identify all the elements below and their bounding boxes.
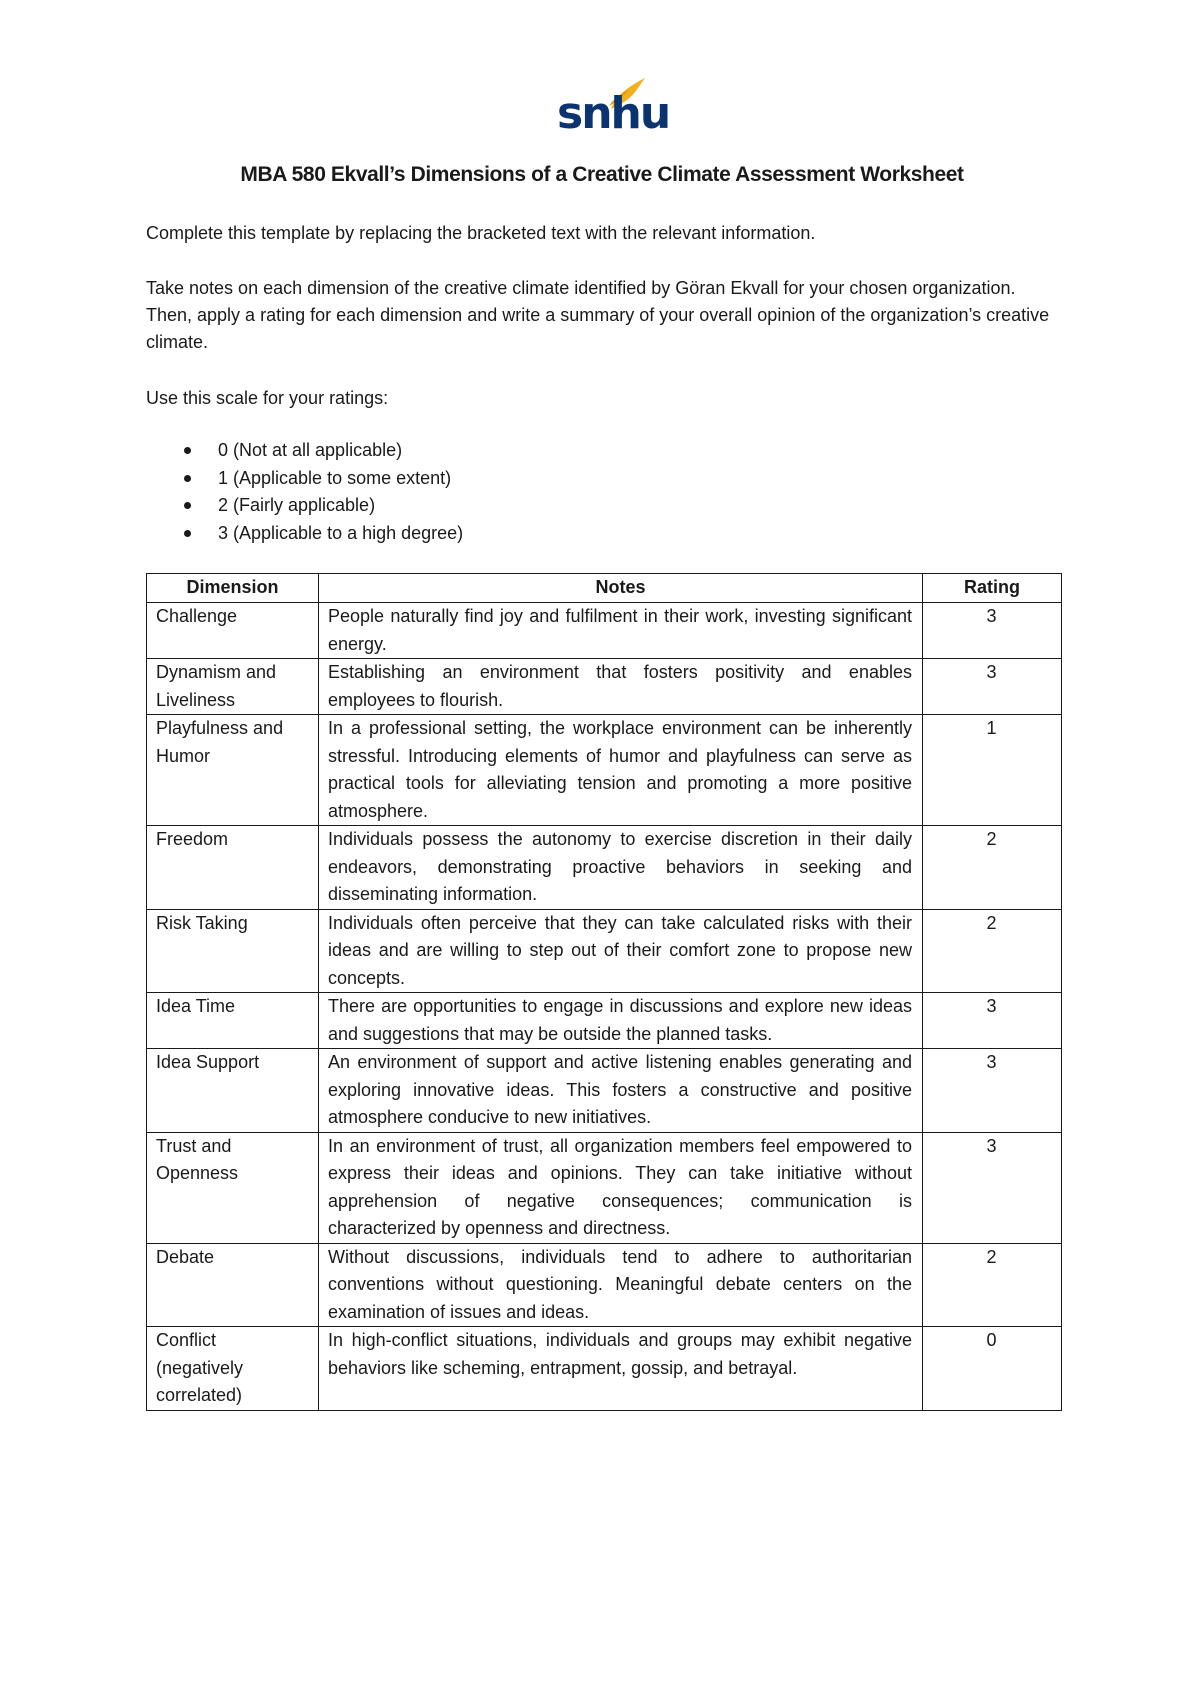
notes-cell: In a professional setting, the workplace environment can be inherently stressful. Introducing elements of humor and playfulness can serve as practical tools for alleviating tension and promoting a more positive atmosphere. xyxy=(319,715,923,826)
rating-scale-list xyxy=(180,437,463,547)
rating-cell: 3 xyxy=(923,993,1062,1049)
notes-cell: Without discussions, individuals tend to adhere to authoritarian conventions without questioning. Meaningful debate centers on the examination of issues and ideas. xyxy=(319,1243,923,1327)
table-row xyxy=(147,1132,1062,1243)
dimension-cell: Freedom xyxy=(147,826,319,910)
instruction-paragraph-2: Take notes on each dimension of the creative climate identified by Göran Ekvall for your chosen organization. Then, apply a rating for each dimension and write a summary of your overall opinion of the organization’s creative climate. xyxy=(146,278,1050,352)
notes-cell: People naturally find joy and fulfilment in their work, investing significant energy. xyxy=(319,603,923,659)
table-row xyxy=(147,603,1062,659)
list-item xyxy=(180,520,463,548)
dimension-cell: Trust and Openness xyxy=(147,1132,319,1243)
rating-cell: 2 xyxy=(923,909,1062,993)
table-row xyxy=(147,715,1062,826)
rating-cell: 3 xyxy=(923,659,1062,715)
notes-cell: In an environment of trust, all organization members feel empowered to express their ideas and opinions. They can take initiative without apprehension of negative consequences; communication is characterized by openness and directness. xyxy=(319,1132,923,1243)
instruction-paragraph-3: Use this scale for your ratings: xyxy=(146,388,389,408)
scale-item-text: 0 (Not at all applicable) xyxy=(218,440,403,460)
table-row xyxy=(147,909,1062,993)
table-header-row xyxy=(147,574,1062,603)
logo-wordmark: snhu xyxy=(557,88,670,139)
notes-cell: An environment of support and active listening enables generating and exploring innovative ideas. This fosters a constructive and positive atmosphere conducive to new initiatives. xyxy=(319,1049,923,1133)
snhu-logo xyxy=(557,76,670,139)
dimension-cell: Dynamism and Liveliness xyxy=(147,659,319,715)
rating-cell: 0 xyxy=(923,1327,1062,1411)
page-title: MBA 580 Ekvall’s Dimensions of a Creative Climate Assessment Worksheet xyxy=(240,163,964,186)
rating-cell: 3 xyxy=(923,1049,1062,1133)
scale-item-text: 3 (Applicable to a high degree) xyxy=(218,522,464,543)
header-notes: Notes xyxy=(319,574,923,603)
table-row xyxy=(147,1243,1062,1327)
list-item xyxy=(180,437,463,465)
header-dimension: Dimension xyxy=(147,574,319,603)
table-row xyxy=(147,1049,1062,1133)
scale-item-text: 1 (Applicable to some extent) xyxy=(218,467,452,488)
dimension-cell: Idea Time xyxy=(147,993,319,1049)
dimension-cell: Risk Taking xyxy=(147,909,319,993)
rating-cell: 2 xyxy=(923,1243,1062,1327)
header-rating: Rating xyxy=(923,574,1062,603)
rating-cell: 3 xyxy=(923,603,1062,659)
notes-cell: Individuals possess the autonomy to exercise discretion in their daily endeavors, demonstrating proactive behaviors in seeking and disseminating information. xyxy=(319,826,923,910)
rating-cell: 2 xyxy=(923,826,1062,910)
dimension-cell: Challenge xyxy=(147,603,319,659)
rating-cell: 1 xyxy=(923,715,1062,826)
table-row xyxy=(147,993,1062,1049)
notes-cell: In high-conflict situations, individuals and groups may exhibit negative behaviors like scheming, entrapment, gossip, and betrayal. xyxy=(319,1327,923,1411)
dimension-cell: Playfulness and Humor xyxy=(147,715,319,826)
list-item xyxy=(180,465,463,493)
notes-cell: There are opportunities to engage in discussions and explore new ideas and suggestions that may be outside the planned tasks. xyxy=(319,993,923,1049)
rating-cell: 3 xyxy=(923,1132,1062,1243)
assessment-table xyxy=(146,573,1062,1411)
notes-cell: Establishing an environment that fosters positivity and enables employees to flourish. xyxy=(319,659,923,715)
list-item xyxy=(180,492,463,520)
bullet-icon xyxy=(184,502,191,509)
bullet-icon xyxy=(184,475,191,482)
notes-cell: Individuals often perceive that they can take calculated risks with their ideas and are willing to step out of their comfort zone to propose new concepts. xyxy=(319,909,923,993)
table-row xyxy=(147,826,1062,910)
bullet-icon xyxy=(184,530,191,537)
dimension-cell: Idea Support xyxy=(147,1049,319,1133)
dimension-cell: Debate xyxy=(147,1243,319,1327)
table-row xyxy=(147,659,1062,715)
table-row xyxy=(147,1327,1062,1411)
scale-item-text: 2 (Fairly applicable) xyxy=(218,495,376,515)
dimension-cell: Conflict (negatively correlated) xyxy=(147,1327,319,1411)
bullet-icon xyxy=(184,447,191,454)
instruction-paragraph-1: Complete this template by replacing the bracketed text with the relevant information. xyxy=(146,223,816,243)
